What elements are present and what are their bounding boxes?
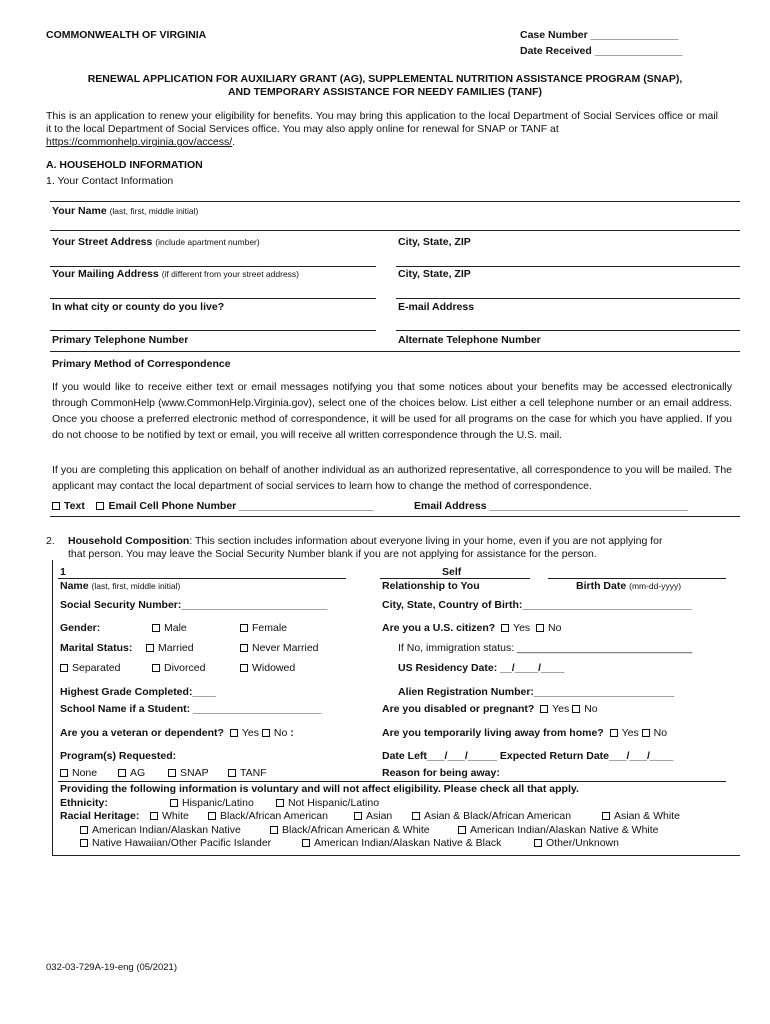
- checkbox-icon[interactable]: [228, 769, 236, 777]
- section-a-heading: A. HOUSEHOLD INFORMATION: [46, 159, 203, 171]
- checkbox-icon[interactable]: [240, 644, 248, 652]
- contact-info-subheading: 1. Your Contact Information: [46, 175, 174, 187]
- email-address-field[interactable]: Email Address __________________________________: [414, 500, 689, 512]
- checkbox-icon[interactable]: [96, 502, 104, 510]
- intro-text: This is an application to renew your eligibility for benefits. You may bring this application to the local Department of Social Services office or mail it to the local Department of Social Services office. You may also apply online for renewal for SNAP or TANF at https://commonhelp.virginia.gov/access/.: [46, 110, 718, 149]
- form-title-line2: AND TEMPORARY ASSISTANCE FOR NEEDY FAMILIES (TANF): [227, 86, 543, 98]
- citizen-question: Are you a U.S. citizen? Yes No: [382, 622, 562, 634]
- race-asian-white-option[interactable]: Asian & White: [602, 810, 680, 823]
- checkbox-icon[interactable]: [412, 812, 420, 820]
- reason-away-field[interactable]: Reason for being away:: [382, 767, 500, 779]
- checkbox-icon[interactable]: [536, 624, 544, 632]
- checkbox-icon[interactable]: [458, 826, 466, 834]
- household-intro: Household Composition: This section includes information about everyone living in your home, even if you are not applying for: [68, 535, 663, 547]
- ssn-field[interactable]: Social Security Number:_________________________: [60, 599, 328, 611]
- email-option[interactable]: Email: [96, 500, 136, 512]
- checkbox-icon[interactable]: [80, 839, 88, 847]
- checkbox-icon[interactable]: [262, 729, 270, 737]
- ethnicity-not-hispanic-option[interactable]: Not Hispanic/Latino: [276, 797, 379, 810]
- checkbox-icon[interactable]: [572, 705, 580, 713]
- section-border-left: [52, 560, 53, 856]
- temp-away-question: Are you temporarily living away from home? Yes No: [382, 727, 668, 739]
- checkbox-icon[interactable]: [170, 799, 178, 807]
- racial-label: Racial Heritage:: [60, 810, 140, 822]
- date-left-field[interactable]: Date Left___/___/_____ Expected Return Date___/___/____: [382, 750, 674, 762]
- divider: [50, 516, 740, 517]
- checkbox-icon[interactable]: [118, 769, 126, 777]
- race-black-option[interactable]: Black/African American: [208, 810, 328, 823]
- program-snap-option[interactable]: SNAP: [168, 767, 209, 780]
- gender-female-option[interactable]: Female: [240, 622, 287, 635]
- veteran-no[interactable]: No: [262, 727, 287, 739]
- authorized-rep-text: If you are completing this application on behalf of another individual as an authorized representative, all correspondence to you will be mailed. The applicant may contact the local department of social services to learn how to change the method of correspondence.: [52, 464, 732, 492]
- programs-label: Program(s) Requested:: [60, 750, 177, 762]
- temp-away-yes[interactable]: Yes: [610, 727, 639, 739]
- text-option[interactable]: Text: [52, 500, 85, 512]
- checkbox-icon[interactable]: [642, 729, 650, 737]
- case-number-field[interactable]: Case Number _______________: [520, 29, 679, 41]
- checkbox-icon[interactable]: [152, 664, 160, 672]
- checkbox-icon[interactable]: [168, 769, 176, 777]
- citizen-no[interactable]: No: [536, 622, 561, 634]
- voluntary-intro: Providing the following information is voluntary and will not affect eligibility. Please check all that apply.: [60, 783, 579, 795]
- birth-date-field[interactable]: Birth Date (mm-dd-yyyy): [576, 580, 682, 592]
- primary-phone-field[interactable]: Primary Telephone Number: [52, 334, 189, 346]
- field-line: [396, 266, 740, 267]
- disabled-question: Are you disabled or pregnant? Yes No: [382, 703, 598, 715]
- field-line: [548, 578, 726, 579]
- checkbox-icon[interactable]: [60, 769, 68, 777]
- checkbox-icon[interactable]: [610, 729, 618, 737]
- program-tanf-option[interactable]: TANF: [228, 767, 267, 780]
- race-ai-black-option[interactable]: American Indian/Alaskan Native & Black: [302, 837, 501, 850]
- checkbox-icon[interactable]: [354, 812, 362, 820]
- checkbox-icon[interactable]: [240, 624, 248, 632]
- correspondence-heading: Primary Method of Correspondence: [52, 358, 231, 370]
- checkbox-icon[interactable]: [602, 812, 610, 820]
- gender-label: Gender:: [60, 622, 101, 634]
- section-border-bottom: [52, 855, 740, 856]
- alien-registration-field[interactable]: Alien Registration Number:________________________: [398, 686, 675, 698]
- date-received-field[interactable]: Date Received _______________: [520, 45, 683, 57]
- mailing-city-state-zip-field[interactable]: City, State, ZIP: [398, 268, 471, 280]
- school-name-field[interactable]: School Name if a Student: ______________________: [60, 703, 322, 715]
- marital-label: Marital Status:: [60, 642, 133, 654]
- checkbox-icon[interactable]: [152, 624, 160, 632]
- ethnicity-label: Ethnicity:: [60, 797, 108, 809]
- disabled-yes[interactable]: Yes: [540, 703, 569, 715]
- grade-field[interactable]: Highest Grade Completed:____: [60, 686, 216, 698]
- marital-married-option[interactable]: Married: [146, 642, 194, 655]
- checkbox-icon[interactable]: [60, 664, 68, 672]
- citizen-yes[interactable]: Yes: [501, 622, 530, 634]
- checkbox-icon[interactable]: [150, 812, 158, 820]
- checkbox-icon[interactable]: [276, 799, 284, 807]
- city-county-field[interactable]: In what city or county do you live?: [52, 301, 225, 313]
- marital-divorced-option[interactable]: Divorced: [152, 662, 205, 675]
- immigration-status-field[interactable]: If No, immigration status: ______________________________: [398, 642, 693, 654]
- correspondence-text: If you would like to receive either text or email messages notifying you that some notices about your benefits may be accessed electronically through CommonHelp (www.CommonHelp.Virginia.gov), select one of the choices below. List either a cell telephone number or an email address. Once you choose a preferred electronic method of correspondence, it will be used for all programs on the case for which you have applied. If you do not choose to be notified by text or email, you will receive all written correspondence through the U.S. mail.: [52, 381, 732, 441]
- checkbox-icon[interactable]: [534, 839, 542, 847]
- relationship-label: Relationship to You: [382, 580, 480, 592]
- field-line: [396, 330, 740, 331]
- alternate-phone-field[interactable]: Alternate Telephone Number: [398, 334, 541, 346]
- race-ai-white-option[interactable]: American Indian/Alaskan Native & White: [458, 824, 659, 837]
- household-number: 2.: [46, 535, 55, 547]
- field-line: [50, 351, 740, 352]
- ethnicity-hispanic-option[interactable]: Hispanic/Latino: [170, 797, 254, 810]
- race-asian-black-option[interactable]: Asian & Black/African American: [412, 810, 571, 823]
- disabled-no[interactable]: No: [572, 703, 597, 715]
- divider: [58, 781, 726, 782]
- commonhelp-link[interactable]: https://commonhelp.virginia.gov/access/: [46, 136, 233, 149]
- field-line: [50, 266, 376, 267]
- veteran-yes[interactable]: Yes: [230, 727, 259, 739]
- marital-never-married-option[interactable]: Never Married: [240, 642, 319, 655]
- checkbox-icon[interactable]: [240, 664, 248, 672]
- gender-male-option[interactable]: Male: [152, 622, 187, 635]
- residency-date-field[interactable]: US Residency Date: __/____/____: [398, 662, 565, 674]
- city-state-zip-field[interactable]: City, State, ZIP: [398, 236, 471, 248]
- checkbox-icon[interactable]: [80, 826, 88, 834]
- race-asian-option[interactable]: Asian: [354, 810, 392, 823]
- divider: [50, 201, 740, 202]
- checkbox-icon[interactable]: [270, 826, 278, 834]
- household-intro-2: that person. You may leave the Social Security Number blank if you are not applying for assistance for the person.: [68, 548, 597, 560]
- race-nh-pi-option[interactable]: Native Hawaiian/Other Pacific Islander: [80, 837, 271, 850]
- marital-widowed-option[interactable]: Widowed: [240, 662, 295, 675]
- race-black-white-option[interactable]: Black/African American & White: [270, 824, 430, 837]
- field-line: [58, 578, 346, 579]
- race-white-option[interactable]: White: [150, 810, 189, 823]
- marital-separated-option[interactable]: Separated: [60, 662, 120, 675]
- program-ag-option[interactable]: AG: [118, 767, 145, 780]
- person-number: 1: [60, 566, 66, 578]
- mailing-address-field[interactable]: Your Mailing Address (if different from your street address): [52, 268, 299, 280]
- checkbox-icon[interactable]: [52, 502, 60, 510]
- your-name-field[interactable]: Your Name (last, first, middle initial): [52, 205, 199, 217]
- temp-away-no[interactable]: No: [642, 727, 667, 739]
- field-line: [50, 330, 376, 331]
- agency-name: COMMONWEALTH OF VIRGINIA: [46, 29, 207, 41]
- street-address-field[interactable]: Your Street Address (include apartment number): [52, 236, 260, 248]
- field-line: [50, 230, 740, 231]
- program-none-option[interactable]: None: [60, 767, 97, 780]
- checkbox-icon[interactable]: [501, 624, 509, 632]
- field-line: [50, 298, 376, 299]
- email-field[interactable]: E-mail Address: [398, 301, 475, 313]
- checkbox-icon[interactable]: [230, 729, 238, 737]
- checkbox-icon[interactable]: [540, 705, 548, 713]
- checkbox-icon[interactable]: [302, 839, 310, 847]
- member-name-field[interactable]: Name (last, first, middle initial): [60, 580, 181, 592]
- form-title-line1: RENEWAL APPLICATION FOR AUXILIARY GRANT (AG), SUPPLEMENTAL NUTRITION ASSISTANCE PROGRAM (SNAP),: [87, 73, 683, 85]
- race-ai-an-option[interactable]: American Indian/Alaskan Native: [80, 824, 241, 837]
- checkbox-icon[interactable]: [146, 644, 154, 652]
- checkbox-icon[interactable]: [208, 812, 216, 820]
- cell-phone-field[interactable]: Cell Phone Number _______________________: [139, 500, 374, 512]
- field-line: [380, 578, 530, 579]
- field-line: [396, 298, 740, 299]
- race-other-option[interactable]: Other/Unknown: [534, 837, 619, 850]
- veteran-question: Are you a veteran or dependent? Yes No :: [60, 727, 294, 739]
- form-number: 032-03-729A-19-eng (05/2021): [46, 962, 177, 973]
- birthplace-field[interactable]: City, State, Country of Birth:_____________________________: [382, 599, 692, 611]
- correspondence-options: [52, 500, 374, 513]
- relationship-value[interactable]: Self: [442, 566, 462, 578]
